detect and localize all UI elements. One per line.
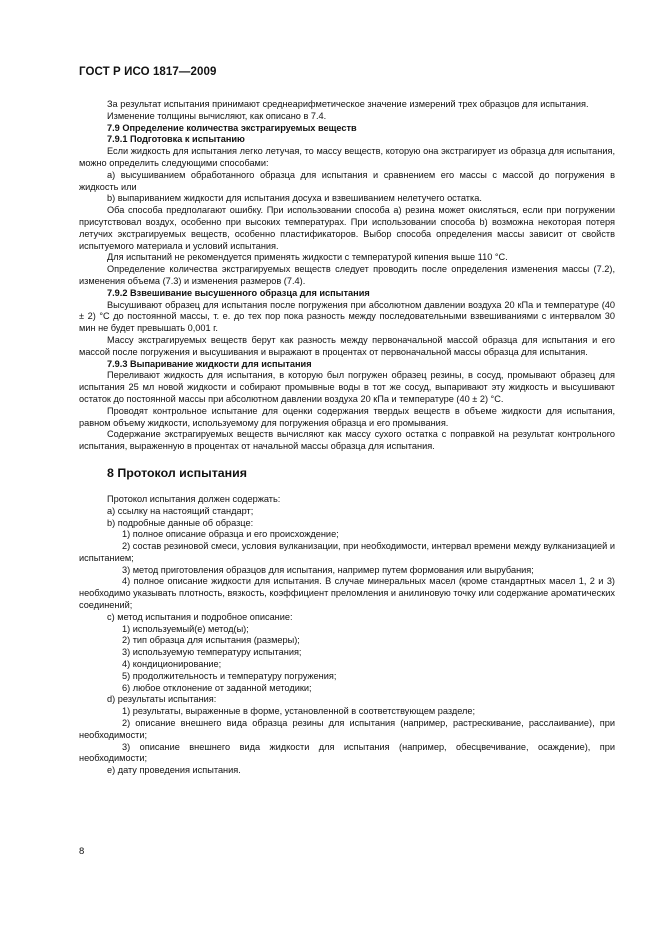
list-item: 4) полное описание жидкости для испытания. В случае минеральных масел (кроме стандартных масел 1, 2 и 3) необходимо указывать плотность, вязкость, коэффициент преломления и анилиновую точку или содержание ароматических соединений; <box>79 576 615 611</box>
list-item: 2) описание внешнего вида образца резины для испытания (например, растрескивание, расслаивание), при необходимости; <box>79 718 615 740</box>
paragraph: Если жидкость для испытания легко летучая, то массу веществ, которую она экстрагирует из образца для испытания, можно определить следующими способами: <box>79 146 615 168</box>
list-item: 2) состав резиновой смеси, условия вулканизации, при необходимости, интервал времени между вулканизацией и испытанием; <box>79 541 615 563</box>
paragraph: Высушивают образец для испытания после погружения при абсолютном давлении воздуха 20 кПа и температуре (40 ± 2) °С до постоянной массы, т. е. до тех пор пока разность между последовательными взвешиваниями с интервалом 30 мин не будет превышать 0,001 г. <box>79 299 615 334</box>
paragraph: Проводят контрольное испытание для оценки содержания твердых веществ в объеме жидкости для испытания, равном объему жидкости, используемому для погружения образца и его промывания. <box>79 405 615 428</box>
list-item: d) результаты испытания: <box>107 694 217 705</box>
paragraph: Для испытаний не рекомендуется применять жидкости с температурой кипения выше 110 °С. <box>107 252 508 263</box>
paragraph: a) высушиванием обработанного образца для испытания и сравнением его массы с массой до погружения в жидкость или <box>79 169 615 192</box>
paragraph: Протокол испытания должен содержать: <box>107 493 281 504</box>
paragraph: Определение количества экстрагируемых веществ следует проводить после определения изменения массы (7.2), изменения объема (7.3) и изменения размеров (7.4). <box>79 264 615 286</box>
document-header: ГОСТ Р ИСО 1817—2009 <box>79 66 217 78</box>
list-item: 2) тип образца для испытания (размеры); <box>122 635 300 646</box>
paragraph: b) выпариванием жидкости для испытания досуха и взвешиванием нелетучего остатка. <box>107 193 482 204</box>
list-item: e) дату проведения испытания. <box>107 765 241 776</box>
list-item: 6) любое отклонение от заданной методики; <box>122 682 312 693</box>
paragraph: Изменение толщины вычисляют, как описано в 7.4. <box>107 110 327 121</box>
list-item: 3) используемую температуру испытания; <box>122 647 302 658</box>
list-item: 1) используемый(е) метод(ы); <box>122 623 249 634</box>
list-item: 1) результаты, выраженные в форме, установленной в соответствующем разделе; <box>122 706 476 717</box>
list-item: 1) полное описание образца и его происхождение; <box>122 529 339 540</box>
paragraph: За результат испытания принимают среднеарифметическое значение измерений трех образцов для испытания. <box>107 99 589 109</box>
list-item: 4) кондиционирование; <box>122 659 222 670</box>
paragraph: Переливают жидкость для испытания, в которую был погружен образец резины, в сосуд, промывают образец для испытания 25 мл новой жидкости и собирают промывные воды в тот же сосуд, выпаривают эту жидкость и высушивают остаток до постоянной массы при абсолютном давлении воздуха 20 кПа и температуре (40 ± 2) °С. <box>79 370 615 404</box>
paragraph: Содержание экстрагируемых веществ вычисляют как массу сухого остатка с поправкой на результат контрольного испытания, выраженную в процентах от начальной массы образца для испытания. <box>79 429 615 452</box>
paragraph: Массу экстрагируемых веществ берут как разность между первоначальной массой образца для испытания и его массой после погружения и высушивания и выражают в процентах от первоначальной массы образца для испытания. <box>79 334 615 357</box>
section-heading: 8 Протокол испытания <box>107 465 248 480</box>
page-number: 8 <box>79 846 85 857</box>
list-item: a) ссылку на настоящий стандарт; <box>107 505 254 516</box>
list-item: 3) метод приготовления образцов для испытания, например путем формования или вырубания; <box>122 564 534 575</box>
subsection-heading: 7.9 Определение количества экстрагируемых веществ <box>107 122 357 133</box>
list-item: 5) продолжительность и температуру погружения; <box>122 670 337 681</box>
list-item: b) подробные данные об образце: <box>107 517 254 528</box>
clause-heading: 7.9.2 Взвешивание высушенного образца для испытания <box>107 287 370 298</box>
paragraph: Оба способа предполагают ошибку. При использовании способа a) резина может окисляться, если при погружении присутствовал воздух, особенно при высоких температурах. При использовании способа b) возможна некоторая потеря летучих экстрагируемых веществ, особенно пластификаторов. Выбор способа определения массы зависит от свойств испытуемого материала и условий испытания. <box>79 205 615 251</box>
list-item: 3) описание внешнего вида жидкости для испытания (например, обесцвечивание, осаждение), при необходимости; <box>79 741 615 764</box>
clause-heading: 7.9.1 Подготовка к испытанию <box>107 134 245 145</box>
document-body <box>79 99 615 777</box>
clause-heading: 7.9.3 Выпаривание жидкости для испытания <box>107 358 312 369</box>
list-item: c) метод испытания и подробное описание: <box>107 611 293 622</box>
